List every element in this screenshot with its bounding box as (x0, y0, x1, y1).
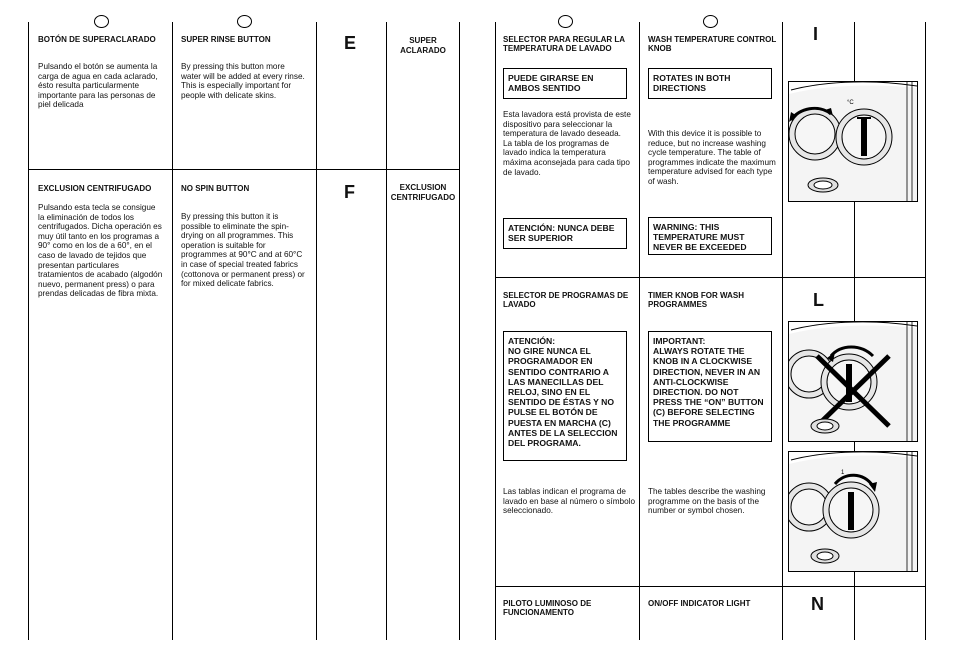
es-box-never-exceed: ATENCIÓN: NUNCA DEBE SER SUPERIOR (503, 218, 627, 249)
section-letter-i: I (813, 24, 819, 44)
side-label-exclusion-centrifugado: EXCLUSION CENTRIFUGADO (390, 183, 456, 202)
svg-text:°C: °C (847, 100, 854, 106)
svg-text:1: 1 (841, 470, 845, 476)
en-heading-timer-knob: TIMER KNOB FOR WASH PROGRAMMES (648, 291, 744, 309)
es-heading-super-rinse: BOTÓN DE SUPERACLARADO (38, 35, 156, 44)
en-heading-super-rinse: SUPER RINSE BUTTON (181, 35, 271, 44)
es-text-temperature-selector: Esta lavadora está provista de este dispositivo para seleccionar la temperatura de lavado deseada. La tabla de los programas de lavado indica la temperatura máxima aconsejada para cada tipo de lavado. (503, 110, 631, 177)
es-heading-indicator-light: PILOTO LUMINOSO DE FUNCIONAMENTO (503, 599, 592, 617)
section-letter-e: E (344, 33, 357, 53)
es-text-super-rinse: Pulsando el botón se aumenta la carga de agua en cada aclarado, ésto resulta particularmente importante para las personas de piel delicada (38, 62, 158, 110)
column-marker-circle (558, 15, 573, 28)
es-heading-no-spin: EXCLUSION CENTRIFUGADO (38, 184, 152, 193)
knob-anticlockwise-forbidden-illustration (788, 321, 918, 442)
row-divider (495, 277, 926, 278)
es-heading-program-selector: SELECTOR DE PROGRAMAS DE LAVADO (503, 291, 629, 309)
knob-rotation-clockwise-icon (789, 452, 918, 572)
column-divider (639, 22, 640, 640)
es-heading-temperature-selector: SELECTOR PARA REGULAR LA TEMPERATURA DE LAVADO (503, 35, 625, 53)
column-marker-circle (237, 15, 252, 28)
en-text-temperature-knob: With this device it is possible to reduce, but no increase washing cycle temperature. The table of programmes indicate the maximum temperature advised for each type of wash. (648, 129, 776, 186)
knob-both-directions-illustration (788, 81, 918, 202)
en-heading-no-spin: NO SPIN BUTTON (181, 184, 250, 193)
page-left-border (28, 22, 29, 640)
column-divider (782, 22, 783, 640)
page-right-border (495, 22, 496, 640)
es-text-no-spin: Pulsando esta tecla se consigue la eliminación de todos los centrifugados. Dicha operación es muy útil tanto en los programas a 90° como en los de a 60°, en el caso de lavado de tejidos que presentan particulares tratamientos de acabado (algodón nuevo, permanent press) o para prendas delicadas de fibra mixta. (38, 203, 163, 299)
en-box-never-exceed: WARNING: THIS TEMPERATURE MUST NEVER BE EXCEEDED (648, 217, 772, 255)
en-heading-indicator-light: ON/OFF INDICATOR LIGHT (648, 599, 751, 608)
column-divider (386, 22, 387, 640)
page-left-right-border (459, 22, 460, 640)
knob-clockwise-illustration (788, 451, 918, 572)
en-box-program-warning: IMPORTANT: ALWAYS ROTATE THE KNOB IN A CLOCKWISE DIRECTION, NEVER IN AN ANTI-CLOCKWISE DIRECTION. DO NOT PRESS THE “ON” BUTTON (C) BEFORE SELECTING THE PROGRAMME (648, 331, 772, 442)
column-marker-circle (703, 15, 718, 28)
column-divider (316, 22, 317, 640)
column-marker-circle (94, 15, 109, 28)
es-text-program-tables: Las tablas indican el programa de lavado en base al número o símbolo seleccionado. (503, 487, 635, 516)
es-box-program-warning: ATENCIÓN: NO GIRE NUNCA EL PROGRAMADOR EN SENTIDO CONTRARIO A LAS MANECILLAS DEL RELOJ, SINO EN EL SENTIDO DE ÉSTAS Y NO PULSE EL BOTÓN DE PUESTA EN MARCHA (C) ANTES DE LA SELECCION DEL PROGRAMA. (503, 331, 627, 461)
page-right-right-border (925, 22, 926, 640)
section-letter-f: F (344, 182, 355, 202)
column-divider (172, 22, 173, 640)
knob-rotation-both-icon (789, 82, 918, 202)
en-text-program-tables: The tables describe the washing programme on the basis of the number or symbol chosen. (648, 487, 766, 516)
row-divider (28, 169, 459, 170)
es-box-both-directions: PUEDE GIRARSE EN AMBOS SENTIDO (503, 68, 627, 99)
side-label-super-aclarado: SUPER ACLARADO (400, 36, 446, 55)
en-box-both-directions: ROTATES IN BOTH DIRECTIONS (648, 68, 772, 99)
section-letter-n: N (811, 594, 824, 614)
section-letter-l: L (813, 290, 824, 310)
en-text-super-rinse: By pressing this button more water will be added at every rinse. This is especially important for people with delicate skins. (181, 62, 305, 100)
en-text-no-spin: By pressing this button it is possible to eliminate the spin-drying on all programmes. This operation is suitable for programmes at 90°C and at 60°C in case of special treated fabrics (cottonova or permanent press) or for mixed delicate fabrics. (181, 212, 305, 289)
en-heading-temperature-knob: WASH TEMPERATURE CONTROL KNOB (648, 35, 777, 53)
knob-crossed-icon (789, 322, 918, 442)
row-divider (495, 586, 926, 587)
